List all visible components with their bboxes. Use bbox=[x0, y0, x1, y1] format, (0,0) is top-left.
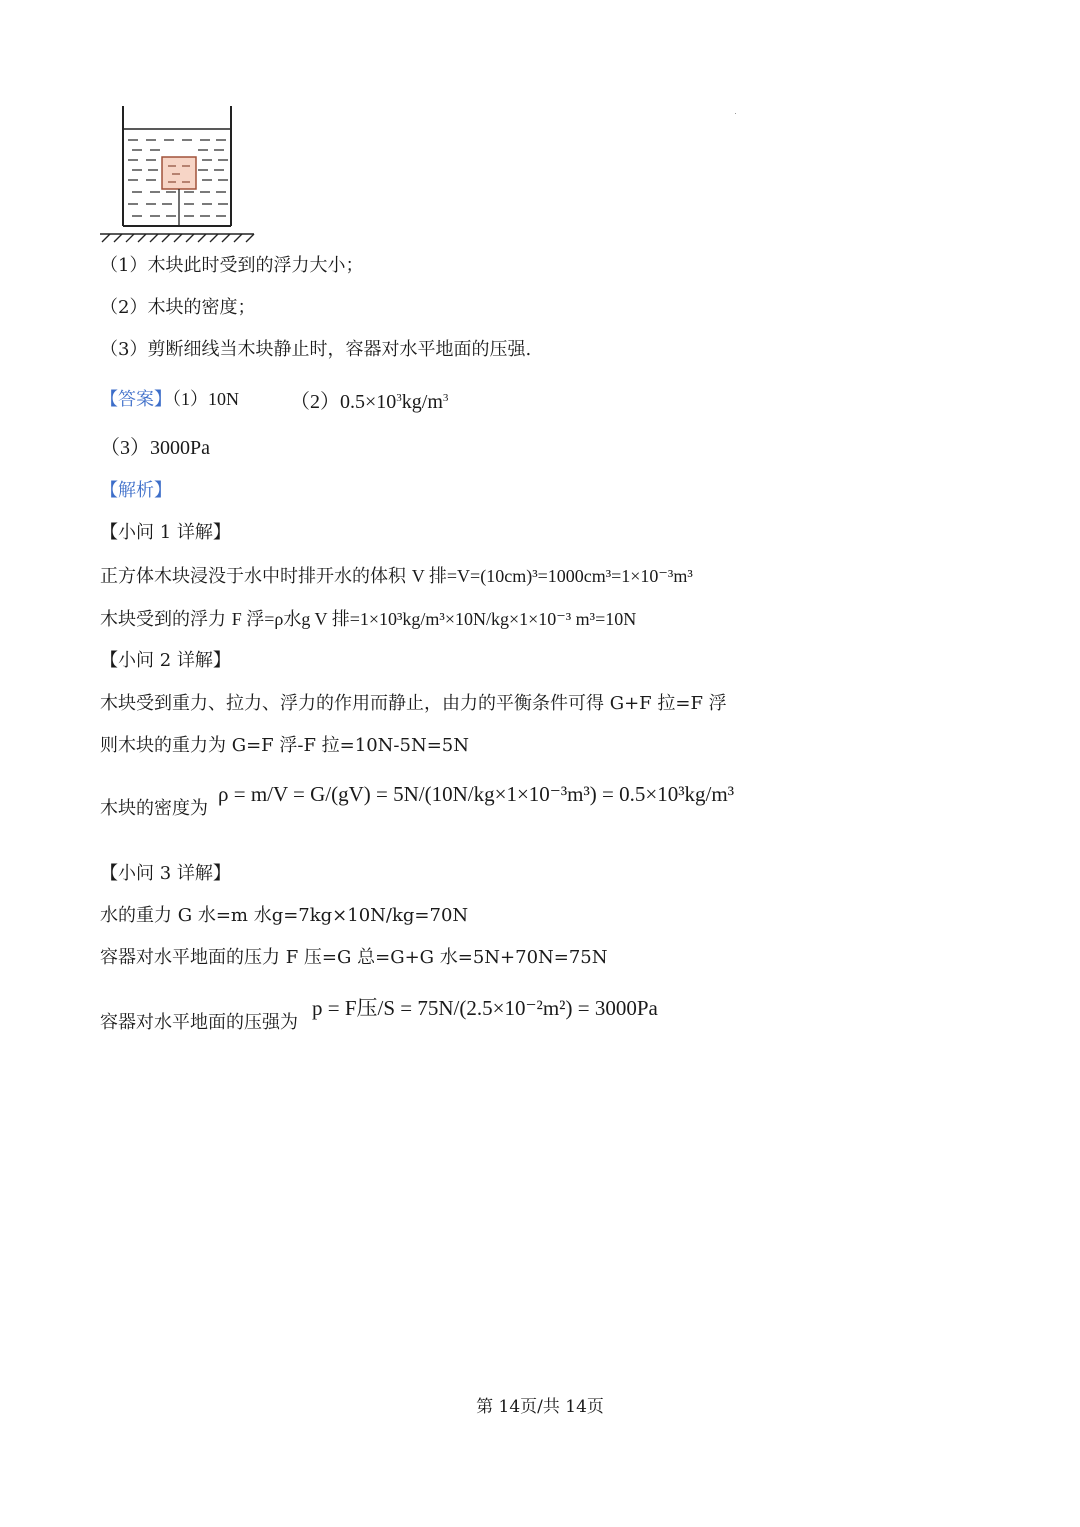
part3-line-3: 容器对水平地面的压强为 bbox=[100, 1012, 298, 1033]
answer-line-1 bbox=[100, 387, 239, 411]
container-diagram bbox=[98, 104, 258, 244]
part1-formula-2: F 浮=ρ水g V 排=1×10³kg/m³×10N/kg×1×10⁻³ m³=10N bbox=[231, 609, 637, 629]
question-3: （3）剪断细线当木块静止时，容器对水平地面的压强. bbox=[100, 339, 532, 360]
answer-tag: 【答案】 bbox=[100, 389, 172, 409]
part1-formula-1: V 排=V=(10cm)³=1000cm³=1×10⁻³m³ bbox=[411, 566, 693, 586]
part3-line-2: 容器对水平地面的压力 F 压=G 总=G+G 水=5N+70N=75N bbox=[100, 947, 608, 968]
density-equation: ρ = m/V = G/(gV) = 5N/(10N/kg×1×10⁻³m³) = 0.5×10³kg/m³ bbox=[218, 782, 734, 806]
part1-line-2: 木块受到的浮力 F 浮=ρ水g V 排=1×10³kg/m³×10N/kg×1×10⁻³ m³=10N bbox=[100, 609, 637, 630]
pressure-equation: p = F压/S = 75N/(2.5×10⁻²m²) = 3000Pa bbox=[312, 996, 658, 1020]
page-footer: 第 14页/共 14页 bbox=[476, 1397, 604, 1417]
part3-heading: 【小问 3 详解】 bbox=[100, 863, 231, 884]
part1-line-1: 正方体木块浸没于水中时排开水的体积 V 排=V=(10cm)³=1000cm³=1×10⁻³m³ bbox=[100, 566, 693, 587]
question-2: （2）木块的密度； bbox=[100, 297, 256, 318]
part1-heading: 【小问 1 详解】 bbox=[100, 522, 231, 543]
stray-dot bbox=[735, 113, 736, 114]
question-1: （1）木块此时受到的浮力大小； bbox=[100, 255, 364, 276]
part2-line-2: 则木块的重力为 G=F 浮-F 拉=10N-5N=5N bbox=[100, 735, 469, 756]
part3-line-1: 水的重力 G 水=m 水g=7kg×10N/kg=70N bbox=[100, 905, 469, 926]
answer-3: （3）3000Pa bbox=[100, 437, 210, 459]
answer-1: （1）10N bbox=[172, 389, 239, 409]
analysis-tag: 【解析】 bbox=[100, 480, 172, 501]
part2-line-3: 木块的密度为 bbox=[100, 798, 208, 819]
part2-line-1: 木块受到重力、拉力、浮力的作用而静止，由力的平衡条件可得 G+F 拉=F 浮 bbox=[100, 693, 727, 714]
part2-heading: 【小问 2 详解】 bbox=[100, 650, 231, 671]
answer-2: $(2)0.5\times 10^3kg/m^3$ bbox=[290, 391, 449, 413]
